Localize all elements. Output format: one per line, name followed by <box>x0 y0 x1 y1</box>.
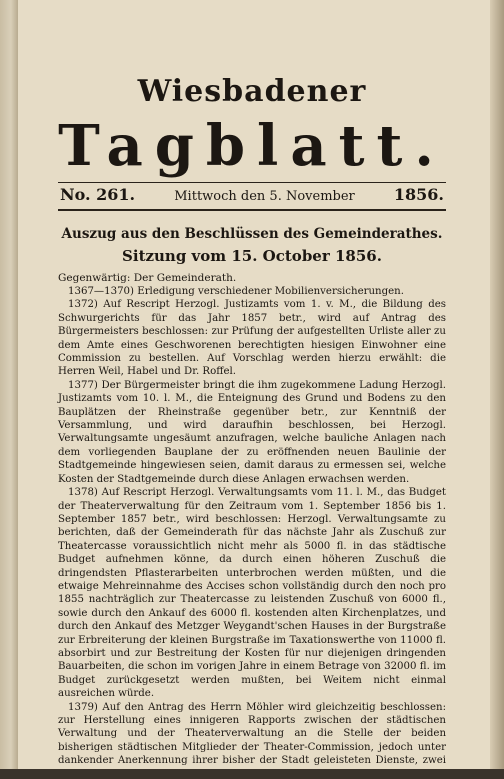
page-bottom-shadow <box>0 769 504 779</box>
attendance-label: Gegenwärtig: <box>58 272 131 284</box>
newspaper-content <box>58 72 446 779</box>
issue-number: No. 261. <box>60 185 136 204</box>
paragraph: 1378) Auf Rescript Herzogl. Verwaltungsamts vom 11. l. M., das Budget der Theaterverwaltung für den Zeitraum vom 1. September 1856 bis 1. September 1857 betr., wird beschlossen: Herzogl. Verwaltungsamte zu berichten, daß der Gemeinderath für das nächste Jahr als Zuschuß zur Theatercasse voraussichtlich nicht mehr als 5000 fl. in das städtische Budget aufnehmen könne, da durch einen höheren Zuschuß die dringendsten Pflasterarbeiten unterbrochen werden müßten, und die etwaige Mehreinnahme des Accises schon vollständig durch den noch pro 1855 nachträglich zur Theatercasse zu leistenden Zuschuß von 6000 fl., sowie durch den Ankauf des 6000 fl. kostenden alten Kirchenplatzes, und durch den Ankauf des Metzger Weygandt'schen Hauses in der Burgstraße zur Erbreiterung der kleinen Burgstraße im Taxationswerthe von 11000 fl. absorbirt und zur Bestreitung der Kosten für nur diejenigen dringenden Bauarbeiten, die schon im vorigen Jahre in einem Betrage von 32000 fl. im Budget zurückgesetzt werden mußten, bei Weitem nicht einmal ausreichen würde. <box>58 487 446 700</box>
page-edge <box>490 0 504 779</box>
issue-date: Mittwoch den 5. November <box>174 189 355 204</box>
issue-year: 1856. <box>393 185 444 204</box>
attendance-value: Der Gemeinderath. <box>133 272 237 284</box>
issue-line <box>58 183 446 207</box>
paragraph: 1367—1370) Erledigung verschiedener Mobilienversicherungen. <box>68 286 404 297</box>
masthead-title: Tagblatt. <box>58 113 446 179</box>
masthead-rule-bottom <box>58 209 446 211</box>
paragraph: 1379) Auf den Antrag des Herrn Möhler wird gleichzeitig beschlossen: zur Herstellung eines innigeren Rapports zwischen der städtischen Verwaltung und der Theaterverwaltung an die Stelle der beiden bisherigen städtischen Mitglieder der Theater-Commission, jedoch unter dankender Anerkennung ihrer bisher der Stadt geleisteten Dienste, zwei <box>58 701 446 767</box>
attendance-line <box>58 271 446 285</box>
article-subheading: Sitzung vom 15. October 1856. <box>122 247 382 265</box>
paragraph: 1377) Der Bürgermeister bringt die ihm zugekommene Ladung Herzogl. Justizamts vom 10. l. M., die Enteignung des Grund und Bodens zu den Bauplätzen der Rheinstraße gegenüber betr., zur Kenntniß der Versammlung, und wird daraufhin beschlossen, bei Herzogl. Verwaltungsamte ungesäumt anzufragen, welche bauliche Anlagen nach dem vorliegenden Bauplane der zu eröffnenden neuen Baulinie der Stadtgemeinde hingewiesen seien, damit daraus zu ermessen sei, welche Kosten der Stadtgemeinde durch diese Anlagen erwachsen werden. <box>58 379 446 485</box>
book-spine <box>0 0 18 779</box>
paragraph: 1372) Auf Rescript Herzogl. Justizamts vom 1. v. M., die Bildung des Schwurgerichts für das Jahr 1857 betr., wird auf Antrag des Bürgermeisters beschlossen: zur Prüfung der aufgestellten Urliste aller zu dem Amte eines Geschworenen berechtigten hiesigen Einwohner eine Commission zu bestellen. Auf Vorschlag werden hierzu erwählt: die Herren Weil, Habel und Dr. Roffel. <box>58 299 446 378</box>
masthead-city: Wiesbadener <box>137 74 367 109</box>
article-heading: Auszug aus den Beschlüssen des Gemeinderathes. <box>61 226 443 242</box>
